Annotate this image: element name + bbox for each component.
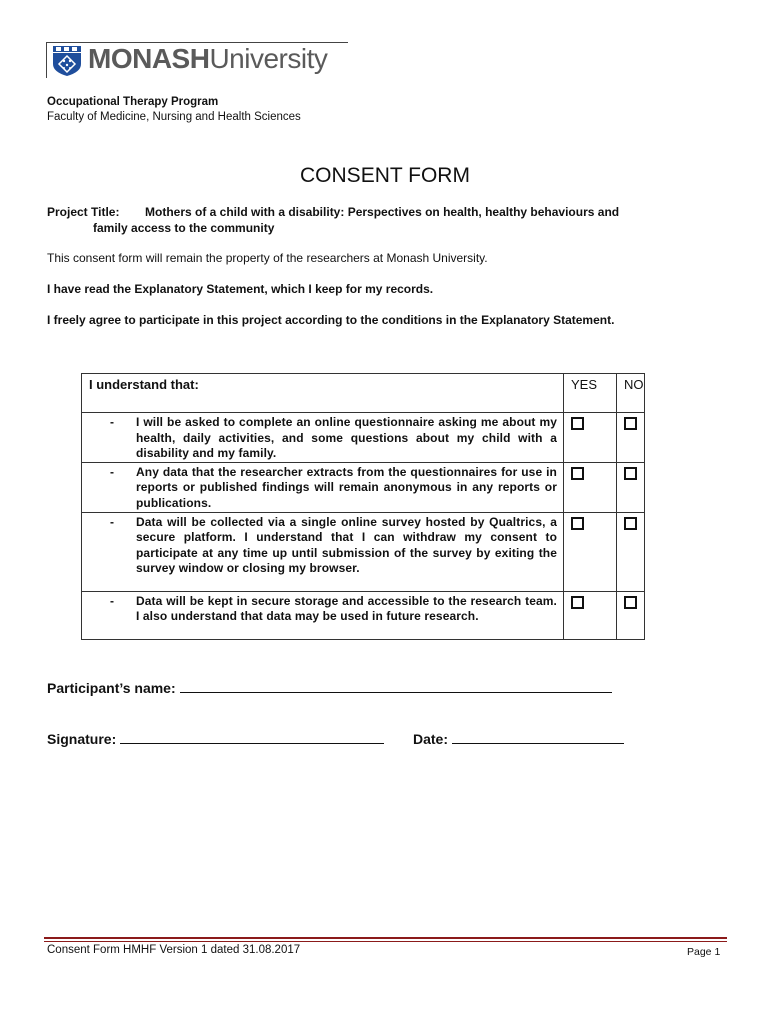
footer-version: Consent Form HMHF Version 1 dated 31.08.2017 — [47, 944, 301, 956]
no-cell — [617, 413, 645, 463]
participant-name-input[interactable] — [180, 679, 612, 693]
footer-rule-thin — [44, 941, 727, 942]
no-checkbox[interactable] — [624, 467, 637, 480]
project-title-line2: family access to the community — [93, 221, 275, 235]
signature-input[interactable] — [120, 730, 384, 744]
table-header: I understand that: — [82, 374, 564, 413]
footer-rule — [44, 937, 727, 939]
item-text: Any data that the researcher extracts from the questionnaires for use in reports or published findings will remain anonymous in any reports or publications. — [136, 464, 557, 510]
project-title-line1: Mothers of a child with a disability: Perspectives on health, healthy behaviours and — [145, 205, 620, 219]
property-statement: This consent form will remain the property of the researchers at Monash University. — [47, 251, 488, 265]
yes-cell — [564, 462, 617, 512]
yes-checkbox[interactable] — [571, 467, 584, 480]
no-column-header: NO — [617, 374, 645, 413]
program-name: Occupational Therapy Program — [47, 96, 219, 108]
faculty-name: Faculty of Medicine, Nursing and Health Sciences — [47, 111, 301, 123]
yes-cell — [564, 413, 617, 463]
no-checkbox[interactable] — [624, 517, 637, 530]
signature-field — [47, 730, 384, 747]
table-row — [82, 591, 645, 639]
agree-statement: I freely agree to participate in this project according to the conditions in the Explanatory Statement. — [47, 313, 615, 327]
yes-column-header: YES — [564, 374, 617, 413]
date-label: Date: — [413, 731, 449, 747]
page-number: Page 1 — [687, 946, 721, 958]
no-cell — [617, 462, 645, 512]
item-cell: - Data will be kept in secure storage and accessible to the research team. I also understand that data may be used in future research. — [82, 591, 564, 639]
participant-name-field — [47, 679, 612, 696]
date-field — [413, 730, 624, 747]
item-cell: - I will be asked to complete an online questionnaire asking me about my health, daily activities, and some questions about my child with a disability and my family. — [82, 413, 564, 463]
participant-name-label: Participant’s name: — [47, 680, 176, 696]
no-cell — [617, 512, 645, 591]
monash-logo — [46, 42, 348, 78]
table-header-row — [82, 374, 645, 413]
no-checkbox[interactable] — [624, 596, 637, 609]
item-text: Data will be kept in secure storage and accessible to the research team. I also understand that data may be used in future research. — [136, 593, 557, 624]
yes-checkbox[interactable] — [571, 596, 584, 609]
table-row — [82, 512, 645, 591]
table-row — [82, 462, 645, 512]
signature-label: Signature: — [47, 731, 117, 747]
table-row — [82, 413, 645, 463]
consent-table — [81, 373, 645, 640]
item-cell: - Data will be collected via a single online survey hosted by Qualtrics, a secure platform. I understand that I can withdraw my consent to participate at any time up until submission of the survey by exiting the survey window or closing my browser. — [82, 512, 564, 591]
form-title: CONSENT FORM — [300, 164, 470, 187]
project-title-label: Project Title: — [47, 205, 120, 219]
item-cell: - Any data that the researcher extracts from the questionnaires for use in reports or published findings will remain anonymous in any reports or publications. — [82, 462, 564, 512]
item-text: I will be asked to complete an online questionnaire asking me about my health, daily activities, and some questions about my child with a disability and my family. — [136, 415, 557, 461]
item-text: Data will be collected via a single online survey hosted by Qualtrics, a secure platform. I understand that I can withdraw my consent to participate at any time up until submission of the survey by exiting the survey window or closing my browser. — [136, 514, 557, 576]
logo-wordmark: MONASHUniversity — [88, 43, 328, 74]
yes-checkbox[interactable] — [571, 517, 584, 530]
yes-cell — [564, 591, 617, 639]
date-input[interactable] — [452, 730, 624, 744]
read-statement: I have read the Explanatory Statement, which I keep for my records. — [47, 282, 434, 296]
no-cell — [617, 591, 645, 639]
no-checkbox[interactable] — [624, 417, 637, 430]
project-title — [47, 204, 727, 236]
yes-cell — [564, 512, 617, 591]
yes-checkbox[interactable] — [571, 417, 584, 430]
monash-crest-icon — [53, 46, 81, 76]
